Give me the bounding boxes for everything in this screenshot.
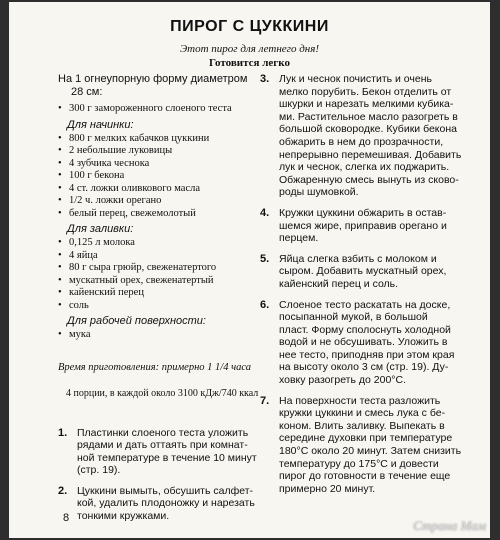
step-4 (260, 207, 472, 245)
step-2 (58, 485, 258, 523)
left-column (58, 73, 258, 531)
ingredient-item: • мука (58, 329, 258, 342)
ingredient-item: • 800 г мелких кабачков цуккини (58, 133, 258, 146)
ingredient-item: • 1/2 ч. ложки орегано (58, 195, 258, 208)
step-number: 6. (260, 298, 270, 311)
step-5 (260, 253, 472, 291)
ingredient-item: • 0,125 л молока (58, 237, 258, 250)
step-number: 2. (58, 484, 68, 497)
ingredient-item: • 100 г бекона (58, 170, 258, 183)
pouring-heading: Для заливки: (67, 223, 134, 235)
ingredient-item: • соль (58, 300, 258, 313)
main-ingredients-list (58, 103, 258, 116)
page-subtitle: Этот пирог для летнего дня! (179, 43, 320, 55)
steps-left (58, 427, 258, 523)
step-number: 4. (260, 206, 270, 219)
filling-ingredients-list (58, 133, 258, 221)
step-text: Кружки цуккини обжарить в остав- шемся жире, приправив орегано и перцем. (279, 206, 447, 245)
book-page (9, 2, 490, 538)
pouring-ingredients-list (58, 237, 258, 312)
step-text: На поверхности теста разложить кружки цуккини и смесь лука с бе- коном. Влить заливку. Выпекать в середине духовки при температуре 180°C около 20 минут. Затем снизить температуру до 175°C и довести пирог до готовности в течение еще примерно 20 минут. (279, 394, 462, 495)
step-text: Лук и чеснок почистить и очень мелко порубить. Бекон отделить от шкурки и нарезать мелкими кубика- ми. Растительное масло разогреть в большой сковородке. Кубики бекона обжарить в нем до прозрачности, непрерывно перемешивая. Добавить лук и чеснок, слегка их поджарить. Обжаренную смесь вынуть из сково- роды шумовкой. (279, 73, 462, 199)
prep-time: Время приготовления: примерно 1 1/4 часа (58, 361, 251, 373)
step-text: Яйца слегка взбить с молоком и сыром. Добавить мускатный орех, кайенский перец и соль. (279, 252, 447, 290)
ingredient-item: • 4 яйца (58, 250, 258, 263)
step-number: 1. (58, 426, 68, 439)
step-1 (58, 427, 258, 477)
step-6 (260, 299, 472, 387)
portions-info: 4 порции, в каждой около 3100 кДж/740 ккал (66, 387, 259, 399)
step-number: 3. (260, 73, 270, 85)
ingredient-item: • мускатный орех, свеженатертый (58, 275, 258, 288)
ingredient-item: • 300 г замороженного слоеного теста (58, 103, 258, 116)
intro-line-2: 28 см: (71, 86, 103, 98)
step-7 (260, 395, 472, 496)
page-number: 8 (63, 512, 70, 524)
ingredient-item: • 2 небольшие луковицы (58, 145, 258, 158)
step-text: Пластинки слоеного теста уложить рядами и дать оттаять при комнат- ной температуре в течение 10 минут (стр. 19). (77, 426, 257, 477)
ingredient-item: • 4 ст. ложки оливкового масла (58, 183, 258, 196)
ingredient-item: • 80 г сыра грюйр, свеженатертого (58, 262, 258, 275)
intro-text (58, 73, 258, 99)
difficulty-label: Готовится легко (208, 57, 290, 69)
intro-line-1: На 1 огнеупорную форму диаметром (58, 73, 248, 85)
right-column (260, 73, 472, 503)
work-surface-heading: Для рабочей поверхности: (67, 315, 206, 327)
site-watermark: Страна Мам (413, 518, 486, 533)
step-text: Слоеное тесто раскатать на доске, посыпанной мукой, в большой пласт. Форму сполоснуть холодной водой и не обсушивать. Уложить в нее тесто, приподняв при этом края на высоту около 3 см (стр. 19). Ду- ховку разогреть до 200°C. (279, 298, 455, 387)
ingredient-item: • белый перец, свежемолотый (58, 208, 258, 221)
filling-heading: Для начинки: (67, 118, 134, 131)
work-surface-list (58, 329, 258, 342)
page-title: ПИРОГ С ЦУККИНИ (170, 18, 329, 35)
step-number: 5. (260, 252, 270, 265)
step-number: 7. (260, 394, 270, 407)
step-text: Цуккини вымыть, обсушить салфет- кой, удалить плодоножку и нарезать тонкими кружками. (77, 484, 255, 523)
ingredient-item: • кайенский перец (58, 287, 258, 300)
ingredient-item: • 4 зубчика чеснока (58, 158, 258, 171)
step-3 (260, 73, 472, 199)
